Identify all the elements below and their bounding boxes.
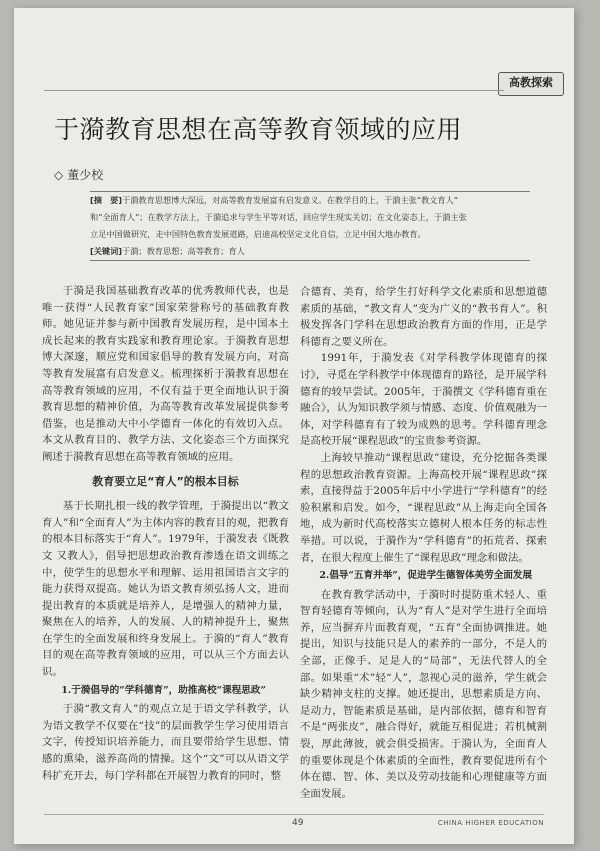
author-name: 董少校 xyxy=(67,168,104,182)
paragraph: 于漪是我国基础教育改革的优秀教师代表，也是唯一获得“人民教育家”国家荣誉称号的基础教育教师。她见证并参与新中国教育发展历程，是中国本土成长起来的教育实践家和教育理论家。于漪教育思想博大深邃，顺应党和国家倡导的教育发展方向，对高等教育发展富有启发意义。梳理探析于漪教育思想在高等教育领域的应用，不仅有益于更全面地认识于漪教育思想的精神价值，为高等教育改革发展提供参考借鉴，也是推动大中小学德育一体化的有效切入点。本文从教育目的、教学方法、文化姿态三个方面探究阐述于漪教育思想在高等教育领域的应用。 xyxy=(42,285,289,463)
subheading: 1.于漪倡导的“学科德育”，助推高校“课程思政” xyxy=(61,684,266,696)
subheading: 2.倡导“五育并举”，促进学生德智体美劳全面发展 xyxy=(319,570,533,582)
paragraph: 合德育、美育，给学生打好科学文化素质和思想道德素质的基础，“教文育人”变为广义的“教书育人”。积极发挥各门学科在思想政治教育方面的作用，正是学科德育之要义所在。 xyxy=(300,286,547,348)
author-line xyxy=(54,166,103,183)
footer-rule xyxy=(44,814,544,815)
abstract-line-2: 和“全面育人”；在教学方法上，于漪追求与学生平等对话，回应学生现实关切；在文化姿态上，于漪主张 xyxy=(90,212,467,222)
journal-page xyxy=(14,8,574,844)
paragraph: 1991年，于漪发表《对学科教学体现德育的探讨》，寻觅在学科教学中体现德育的路径，是开展学科德育的较早尝试。2005年，于漪撰文《学科德育重在融合》，认为知识教学须与情感、态度、价值观融为一体，对学科德育有了较为成熟的思考。学科德育理念是高校开展“课程思政”的宝贵参考资源。 xyxy=(300,352,547,448)
abstract-block xyxy=(90,191,530,261)
abstract-line-1: [摘 要]于漪教育思想博大深远，对高等教育发展富有启发意义。在教学目的上，于漪主张“教文育人” xyxy=(90,195,458,205)
header-rule xyxy=(44,90,504,91)
journal-name: CHINA HIGHER EDUCATION xyxy=(437,819,544,827)
right-column xyxy=(300,284,547,802)
section-heading: 教育要立足“育人”的根本目标 xyxy=(92,474,239,488)
article-title: 于漪教育思想在高等教育领域的应用 xyxy=(54,115,463,144)
abstract-bottom-rule xyxy=(90,260,530,261)
paragraph: 于漪“教文育人”的观点立足于语文学科教学，认为语文教学不仅要在“技”的层面教学生学习使用语言文字，传授知识培养能力，而且要带给学生思想、情感的熏染，滋养高尚的情操。这个“文”可以从语文学科扩充开去，每门学科都在开展智力教育的同时，整 xyxy=(42,703,289,782)
left-column xyxy=(42,283,289,784)
paragraph: 基于长期扎根一线的教学管理，于漪提出以“教文育人”和“全面育人”为主体内容的教育目的观，把教育的根本目标落实于“育人”。1979年，于漪发表《既教文 又教人》，倡导把思想政治教育渗透在语文训练之中，使学生的思想水平和理解、运用祖国语言文字的能力获得双提高。她认为语文教育须弘扬人文，进而提出教育的本质就是培养人，是增强人的精神力量，聚焦在人的培养，人的发展、人的精神提升上，聚焦在学生的全面发展和终身发展上。于漪的“育人”教育目的观在高等教育领域的应用，可以从三个方面去认识。 xyxy=(42,500,289,679)
paragraph: 上海较早推动“课程思政”建设，充分挖掘各类课程的思想政治教育资源。上海高校开展“课程思政”探索，直接得益于2005年后中小学进行“学科德育”的经验积累和启发。如今，“课程思政”从上海走向全国各地，成为新时代高校落实立德树人根本任务的标志性举措。可以说，于漪作为“学科德育”的拓荒者、探索者，在很大程度上催生了“课程思政”理念和做法。 xyxy=(300,451,547,564)
keywords-label: [关键词] xyxy=(90,246,123,256)
keywords-line: [关键词]于漪；教育思想；高等教育；育人 xyxy=(90,246,245,256)
paragraph: 在教育教学活动中，于漪时时提防重术轻人、重智育轻德育等倾向，认为“育人”是对学生进行全面培养，应当摒弃片面教育观，“五育”全面协调推进。她提出，知识与技能只是人的素养的一部分，不是人的全部，正像手、足是人的“局部”，无法代替人的全部。如果重“术”轻“人”，忽视心灵的滋养，学生就会缺少精神支柱的支撑。她还提出，思想素质是方向、是动力，智能素质是基础，是内部依据，德育和智育不是“两张皮”，融合得好，就能互相促进；若机械割裂，厚此薄彼，就会俱受损害。于漪认为，全面育人的重要体现是个体素质的全面性，教育要促进所有个体在德、智、体、美以及劳动技能和心理健康等方面全面发展。 xyxy=(300,588,547,800)
diamond-icon: ◇ xyxy=(54,168,64,182)
abstract-label: [摘 要] xyxy=(90,195,123,205)
section-tag: 高教探索 xyxy=(498,72,564,96)
page-number: 49 xyxy=(292,818,304,828)
abstract-line-3: 立足中国做研究，走中国特色教育发展道路，启迪高校坚定文化自信，立足中国大地办教育。 xyxy=(90,229,426,239)
